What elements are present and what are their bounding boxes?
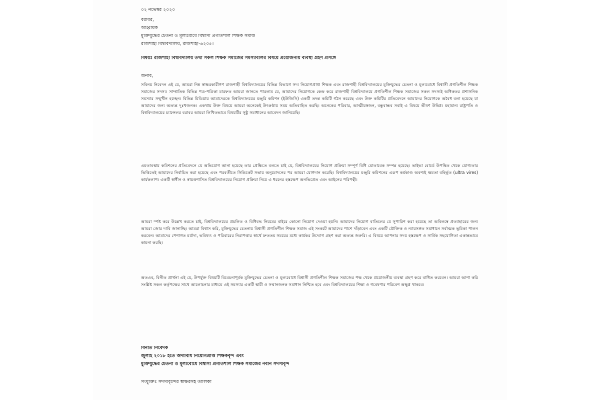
body-paragraph-2: এমতাবস্থায় কমিশনের প্রতিবেদনে যে অভিযোগ আনা হয়েছে তার প্রেক্ষিতে বলতে চাই যে, বিশ্ববিদ্যালয়ের নিয়োগ প্রক্রিয়া সম্পূর্ণ বিধি মোতাবেক সম্পন্ন হয়েছে। ভাইভা বোর্ডে উপস্থিত থেকে যোগ্যতার ভিত্তিতেই আমাদের নির্বাচিত করা হয়েছে এবং পরবর্তীতে সিন্ডিকেট সভায় অনুমোদনের পর আমরা যোগদান করেছি। বিশ্ববিদ্যালয়ের মঞ্জুরি কমিশনের এরূপ কর্মকাণ্ড অবশ্যই ক্ষমতা বহির্ভূত (ultra vires) কার্যকলাপ। একটি স্বাধীন ও স্বায়ত্তশাসিত বিশ্ববিদ্যালয়ের নিয়োগ প্রক্রিয়া নিয়ে এ ধরনের হস্তক্ষেপ অনভিপ্রেত এবং আইনের পরিপন্থী। (141, 163, 478, 182)
recipient-university: রাজশাহী বিশ্ববিদ্যালয়, রাজশাহী-৬২০৫। (141, 42, 214, 47)
body-paragraph-3: আমরা স্পষ্ট করে উল্লেখ করতে চাই, বিশ্ববিদ্যালয়ের প্রচলিত ও বিধিবদ্ধ নিয়মের বাইরে কোনো নিয়োগ দেওয়া হয়নি। আমাদের নিয়োগ বাতিলের যে সুপারিশ করা হয়েছে তা অবিলম্বে প্রত্যাহারের জন্য আমরা জোর দাবি জানাচ্ছি। আমরা বিশ্বাস করি, মুক্তিযুদ্ধের চেতনায় বিশ্বাসী প্রগতিশীল শিক্ষক সমাজ এই সংকটে আমাদের পাশে দাঁড়াবেন এবং একটি যৌক্তিক ও ন্যায়সঙ্গত সমাধানে সর্বাত্মক ভূমিকা পালন করবেন। আমাদের পেশাগত মর্যাদা, ভবিষ্যৎ ও পরিবারের নিরাপত্তার স্বার্থে দ্রুততম সময়ের মধ্যে কার্যকর উদ্যোগ গ্রহণ করা অত্যন্ত জরুরি। এ বিষয়ে আপনার সদয় হস্তক্ষেপ ও সার্বিক সহযোগিতা একান্তভাবে কামনা করছি। (141, 219, 478, 245)
body-paragraph-1: সবিনয় নিবেদন এই যে, আমরা নিম্ন স্বাক্ষরকারীগণ রাজশাহী বিশ্ববিদ্যালয়ের বিভিন্ন বিভাগে সদ্য নিয়োগপ্রাপ্ত শিক্ষক এবং রাজশাহী বিশ্ববিদ্যালয়ের মুক্তিযুদ্ধের চেতনা ও মূল্যবোধে বিশ্বাসী প্রগতিশীল শিক্ষক সমাজের সদস্য। সাম্প্রতিক বিভিন্ন পত্র-পত্রিকা মারফত আমরা জানতে পারলাম যে, আমাদের নিয়োগকে কেন্দ্র করে রাজশাহী বিশ্ববিদ্যালয়ে প্রগতিশীল শিক্ষক সমাজের সকল সদস্যই অধিকতর প্রশাসনিক সমস্যার সম্মুখীন হচ্ছেন। বিভিন্ন মিডিয়ায় আমাদেরকে বিশ্ববিদ্যালয়ের মঞ্জুরি কমিশন (ইউজিসি) একটি তদন্ত কমিটি গঠন করেছে এবং উক্ত কমিটির প্রতিবেদনে আমাদের নিয়োগকে অবৈধ বলা হয়েছে যা আমাদের জন্য অত্যন্ত দুঃখজনক। একথায় উক্ত বিষয়ে আমরা অনেকেই উৎকণ্ঠায় সময় অতিবাহিত করছি। অনেকের পরিবার, আত্মীয়স্বজন, বন্ধুবান্ধব সবাই এ বিষয়ে ভীষণ উদ্বিগ্ন। মহামান্য রাষ্ট্রপতি ও বিশ্ববিদ্যালয়ের চ্যান্সেলর বরাবর আমরা লিখিতভাবে বিষয়টির সুষ্ঠু সমাধানের আবেদন জানিয়েছি। (141, 82, 478, 115)
sign-off: বিনীত নিবেদক (141, 346, 169, 351)
signatory-line-2: মুক্তিযুদ্ধের চেতনা ও মূল্যবোধে বিশ্বাসী প্রগতিশীল শিক্ষক সমাজের নবীন সদস্যবৃন্দ (141, 362, 290, 367)
letter-subject: বিষয়ঃ রাজশাহী বিশ্ববিদ্যালয় তথা সকল শিক্ষক সমাজের সমস্যাবলির বিষয়ে প্রয়োজনীয় ব্যবস্থা গ্রহণ প্রসঙ্গে (141, 56, 336, 61)
recipient-organization: মুক্তিযুদ্ধের চেতনা ও মূল্যবোধে বিশ্বাসী প্রগতিশীল শিক্ষক সমাজ (141, 34, 256, 39)
signatory-line-1: জুলাই ২০১৮ হতে অদ্যাবধি নিয়োগপ্রাপ্ত শিক্ষকবৃন্দ এবং (141, 354, 244, 359)
salutation: জনাব, (141, 74, 154, 79)
to-label: বরাবর, (141, 18, 154, 23)
attachment-note: সংযুক্তিঃ সদস্যবৃন্দের স্বাক্ষরসহ তালিকা (141, 380, 212, 385)
body-paragraph-4: অতএব, বিনীত প্রার্থনা এই যে, উপর্যুক্ত বিষয়টি বিবেচনাপূর্বক মুক্তিযুদ্ধের চেতনা ও মূল্যবোধে বিশ্বাসী প্রগতিশীল শিক্ষক সমাজের পক্ষ থেকে প্রয়োজনীয় ব্যবস্থা গ্রহণ করে বাধিত করবেন। আমরা আশা করি সংশ্লিষ্ট সকল কর্তৃপক্ষের সাথে আলোচনার মাধ্যমে এই সমস্যার একটি স্থায়ী ও সম্মানজনক সমাধান নিশ্চিত হবে এবং বিশ্ববিদ্যালয়ের শিক্ষা ও গবেষণার পরিবেশ অক্ষুণ্ণ থাকবে। (141, 275, 478, 287)
recipient-title: আহ্বায়ক (141, 26, 158, 31)
letter-date: ০২ নভেম্বর ২০২০ (141, 8, 176, 13)
